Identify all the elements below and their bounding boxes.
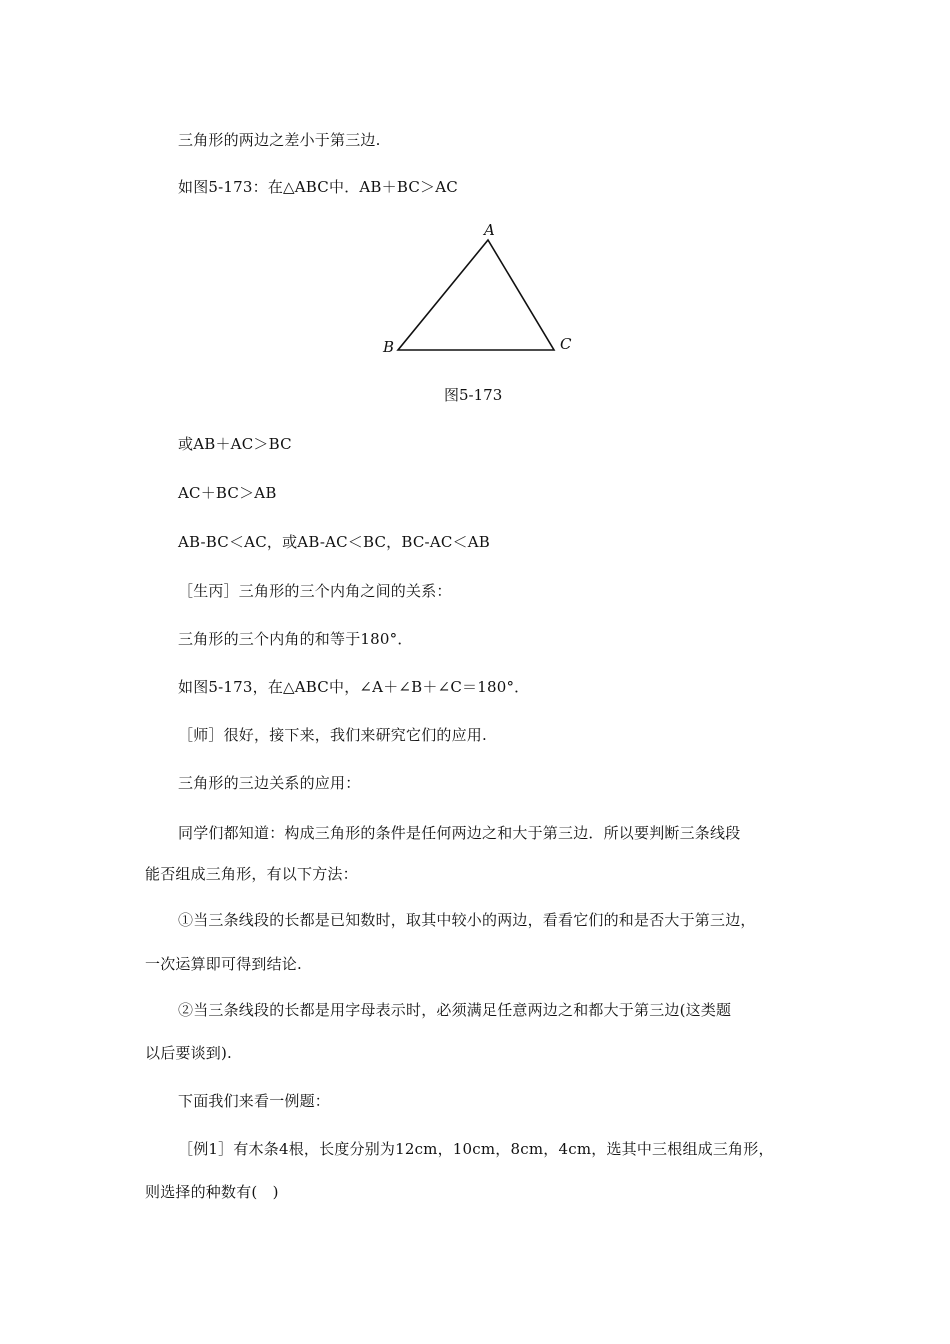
paragraph-condition-line-2: 能否组成三角形，有以下方法：: [145, 865, 358, 883]
figure-caption: 图5-173: [444, 386, 503, 404]
paragraph-inequality-2: 或AB＋AC＞BC: [178, 435, 292, 453]
paragraph-student-question: ［生丙］三角形的三个内角之间的关系：: [178, 582, 452, 600]
paragraph-angle-sum: 三角形的三个内角的和等于180°．: [178, 630, 413, 648]
paragraph-condition-line-1: 同学们都知道：构成三角形的条件是任何两边之和大于第三边．所以要判断三条线段: [178, 824, 741, 842]
vertex-label-a: A: [484, 221, 495, 239]
paragraph-method-2-line-2: 以后要谈到).: [145, 1044, 233, 1062]
paragraph-method-1-line-1: ①当三条线段的长都是已知数时，取其中较小的两边，看看它们的和是否大于第三边，: [178, 911, 756, 929]
paragraph-teacher: ［师］很好，接下来，我们来研究它们的应用.: [178, 726, 487, 744]
paragraph-example-1-line-1: ［例1］有木条4根，长度分别为12cm，10cm，8cm，4cm，选其中三根组成三角形，: [178, 1140, 774, 1158]
paragraph-method-2-line-1: ②当三条线段的长都是用字母表示时，必须满足任意两边之和都大于第三边(这类题: [178, 1001, 732, 1019]
paragraph-inequality-3: AC＋BC＞AB: [178, 484, 277, 502]
vertex-label-b: B: [383, 338, 395, 356]
paragraph-method-1-line-2: 一次运算即可得到结论.: [145, 955, 302, 973]
paragraph-figure-reference: 如图5-173：在△ABC中．AB＋BC＞AC: [178, 178, 458, 196]
paragraph-example-intro: 下面我们来看一例题：: [178, 1092, 331, 1110]
paragraph-difference-inequalities: AB-BC＜AC，或AB-AC＜BC，BC-AC＜AB: [178, 533, 490, 551]
triangle-figure: [378, 218, 578, 363]
paragraph-application-heading: 三角形的三边关系的应用：: [178, 774, 361, 792]
paragraph-example-1-line-2: 则选择的种数有( ): [145, 1183, 279, 1201]
paragraph-angle-example: 如图5-173，在△ABC中，∠A＋∠B＋∠C＝180°．: [178, 678, 530, 696]
paragraph-difference-rule: 三角形的两边之差小于第三边.: [178, 131, 381, 149]
triangle-abc: [398, 240, 554, 350]
vertex-label-c: C: [560, 335, 572, 353]
